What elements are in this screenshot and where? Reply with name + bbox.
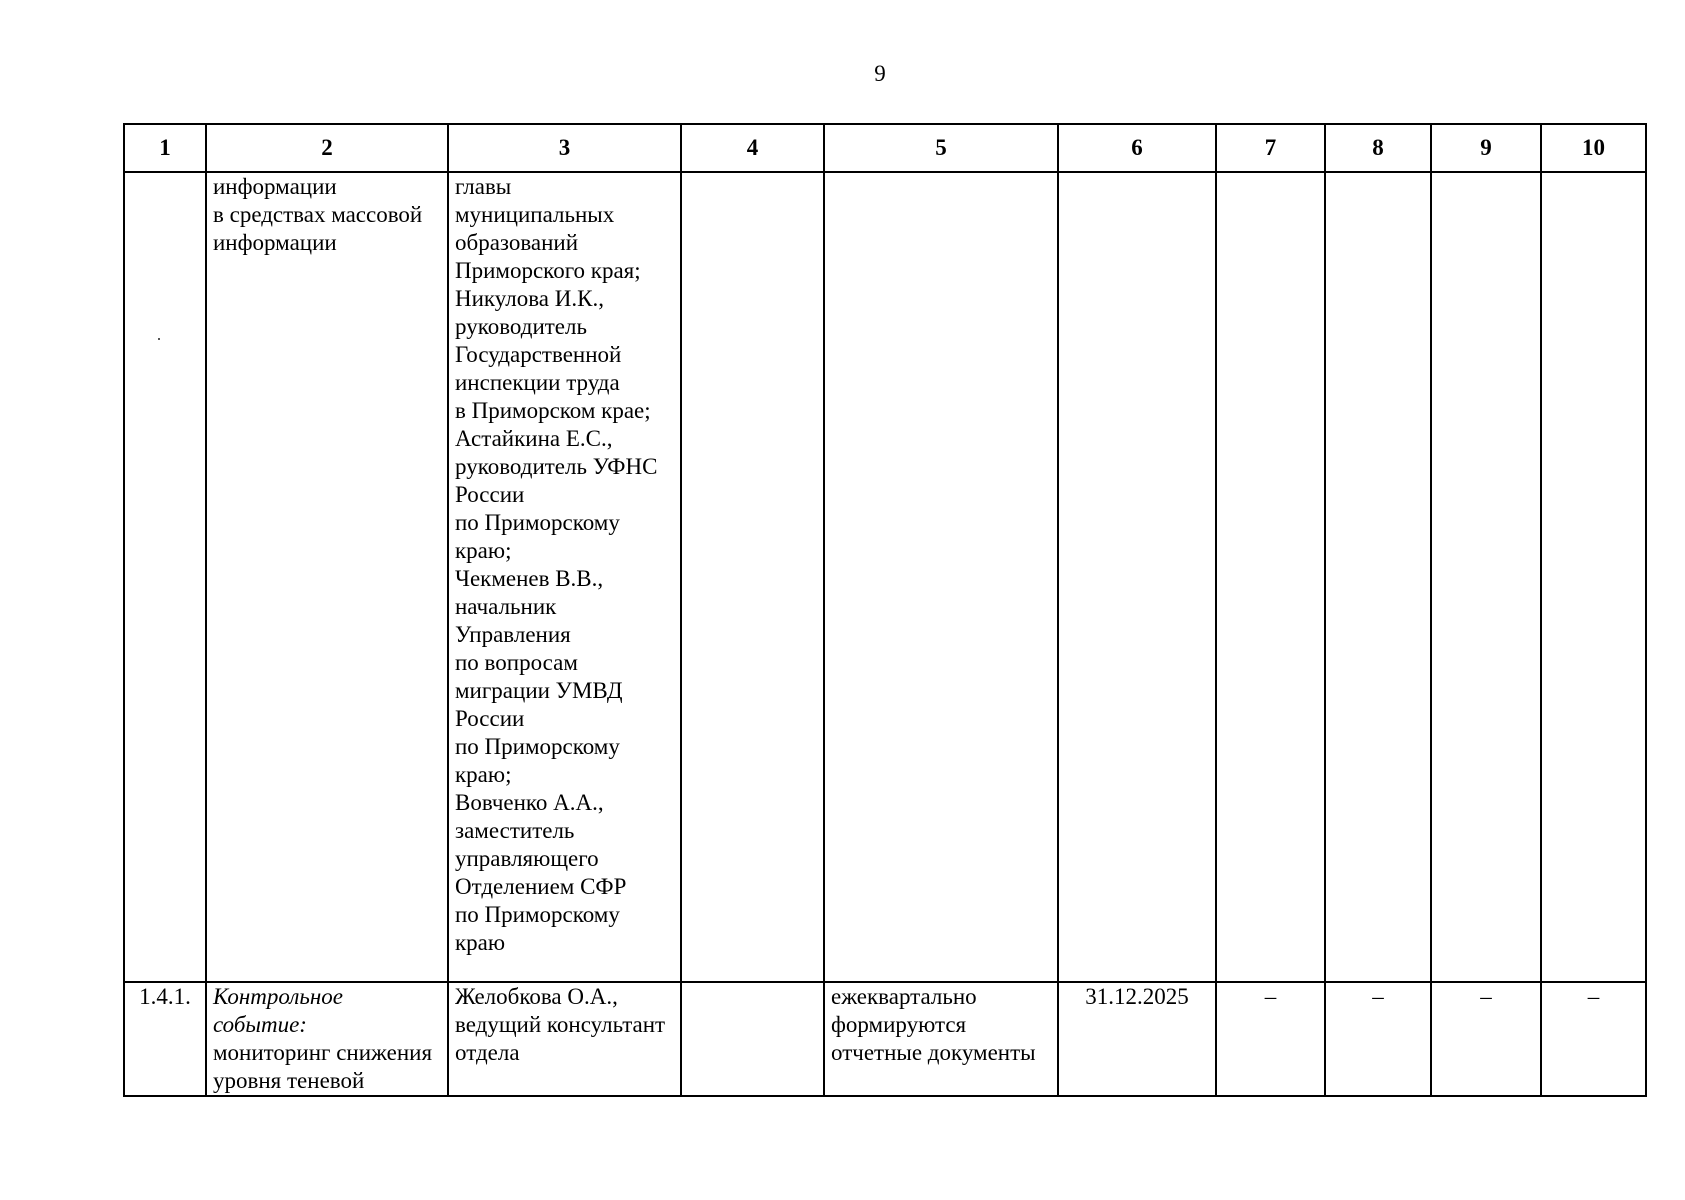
- header-col-9: 9: [1431, 124, 1541, 172]
- cell-event-number: 1.4.1.: [124, 982, 206, 1096]
- header-col-1: 1: [124, 124, 206, 172]
- header-col-6: 6: [1058, 124, 1216, 172]
- cell-event-col-8: –: [1325, 982, 1431, 1096]
- cell-activity: информации в средствах массовой информации: [206, 172, 448, 982]
- cell-event-col-4: [681, 982, 824, 1096]
- header-col-2: 2: [206, 124, 448, 172]
- cell-event-col-10: –: [1541, 982, 1646, 1096]
- event-text: мониторинг снижения уровня теневой: [213, 1040, 433, 1093]
- cell-col-8: [1325, 172, 1431, 982]
- cell-col-7: [1216, 172, 1325, 982]
- header-col-4: 4: [681, 124, 824, 172]
- cell-event-col-7: –: [1216, 982, 1325, 1096]
- page-number: 9: [874, 61, 886, 86]
- cell-event-responsible: Желобкова О.А., ведущий консультант отдела: [448, 982, 681, 1096]
- header-col-5: 5: [824, 124, 1058, 172]
- header-col-3: 3: [448, 124, 681, 172]
- header-col-10: 10: [1541, 124, 1646, 172]
- cell-event-result: ежеквартально формируются отчетные документы: [824, 982, 1058, 1096]
- header-col-7: 7: [1216, 124, 1325, 172]
- cell-col-6: [1058, 172, 1216, 982]
- cell-col-9: [1431, 172, 1541, 982]
- header-col-8: 8: [1325, 124, 1431, 172]
- plan-table: [123, 123, 1647, 1097]
- header-row: [124, 124, 1646, 172]
- event-label: Контрольное событие:: [213, 984, 343, 1037]
- cell-event-date: 31.12.2025: [1058, 982, 1216, 1096]
- table-row-event: [124, 982, 1646, 1096]
- cell-event-col-9: –: [1431, 982, 1541, 1096]
- cell-col-4: [681, 172, 824, 982]
- cell-col-10: [1541, 172, 1646, 982]
- cell-event-activity: [206, 982, 448, 1096]
- cell-number: [124, 172, 206, 982]
- cell-responsible: главы муниципальных образований Приморского края; Никулова И.К., руководитель Государственной инспекции труда в Приморском крае; Астайкина Е.С., руководитель УФНС России по Приморскому краю; Чекменев В.В., начальник Управления по вопросам миграции УМВД России по Приморскому краю; Вовченко А.А., заместитель управляющего Отделением СФР по Приморскому краю: [448, 172, 681, 982]
- cell-col-5: [824, 172, 1058, 982]
- table-row-continuation: [124, 172, 1646, 982]
